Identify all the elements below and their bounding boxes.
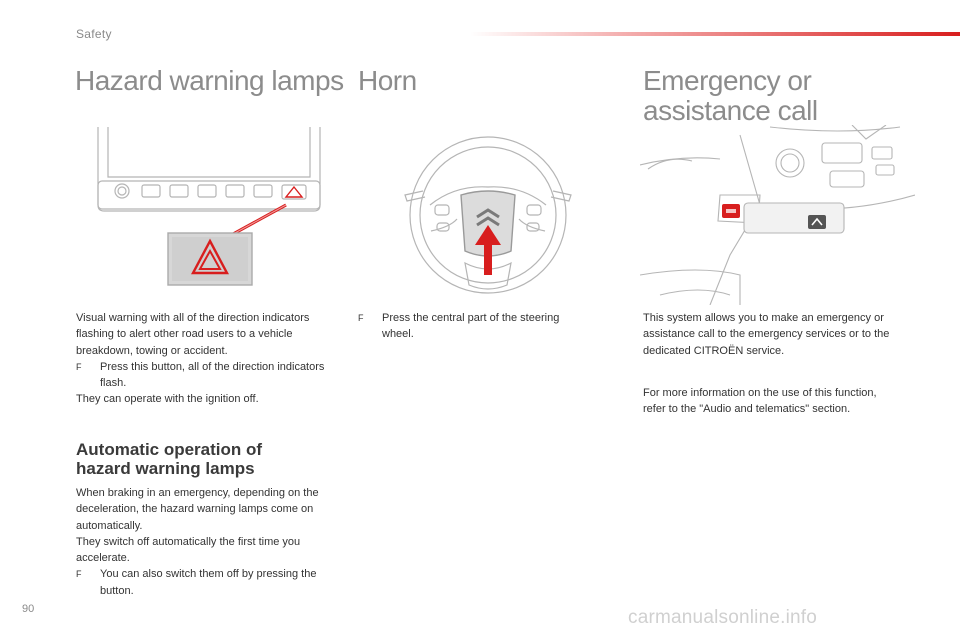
emergency-p1: This system allows you to make an emergency or assistance call to the emergency services or to the dedicated CITROËN service. xyxy=(643,312,890,357)
hazard-text xyxy=(76,310,338,408)
hazard-note: They can operate with the ignition off. xyxy=(76,393,259,406)
bullet-mark: F xyxy=(76,361,82,372)
steering-wheel-illustration xyxy=(395,135,585,300)
bullet-mark: F xyxy=(76,569,82,580)
automatic-text xyxy=(76,485,338,599)
automatic-p1: When braking in an emergency, depending on the deceleration, the hazard warning lamps come on automatically. xyxy=(76,487,319,532)
hazard-title: Hazard warning lamps xyxy=(75,65,344,96)
emergency-title xyxy=(643,66,818,126)
automatic-title-line1: Automatic operation of xyxy=(76,440,263,459)
emergency-title-line2: assistance call xyxy=(643,95,818,126)
horn-bullet-text: Press the central part of the steering wheel. xyxy=(382,312,560,341)
automatic-bullet xyxy=(76,566,338,599)
automatic-title-line2: hazard warning lamps xyxy=(76,459,255,478)
emergency-text xyxy=(643,310,908,359)
emergency-p2: For more information on the use of this function, refer to the "Audio and telematics" section. xyxy=(643,387,877,416)
ceiling-console-illustration xyxy=(640,125,915,305)
horn-title: Horn xyxy=(358,65,417,96)
page-number: 90 xyxy=(22,603,35,615)
horn-bullet xyxy=(358,310,590,343)
horn-text xyxy=(358,310,590,343)
sos-icon xyxy=(722,204,740,218)
emergency-text-2 xyxy=(643,385,893,418)
header-accent-line xyxy=(470,32,960,36)
automatic-bullet-text: You can also switch them off by pressing the button. xyxy=(100,568,317,597)
small-hazard-triangle-icon xyxy=(286,187,302,197)
watermark-text: carmanualsonline.info xyxy=(628,607,818,628)
assistance-icon xyxy=(808,215,826,229)
section-label: Safety xyxy=(76,27,112,41)
bullet-mark: F xyxy=(358,313,364,323)
hazard-bullet-text: Press this button, all of the direction indicators flash. xyxy=(100,360,325,390)
hazard-bullet xyxy=(76,359,338,392)
hazard-intro: Visual warning with all of the direction indicators flashing to alert other road users to a vehicle breakdown, towing or accident. xyxy=(76,312,310,357)
hazard-illustration xyxy=(90,125,330,290)
automatic-title xyxy=(76,440,262,478)
automatic-p2: They switch off automatically the first time you accelerate. xyxy=(76,535,301,565)
emergency-title-line1: Emergency or xyxy=(643,65,812,96)
